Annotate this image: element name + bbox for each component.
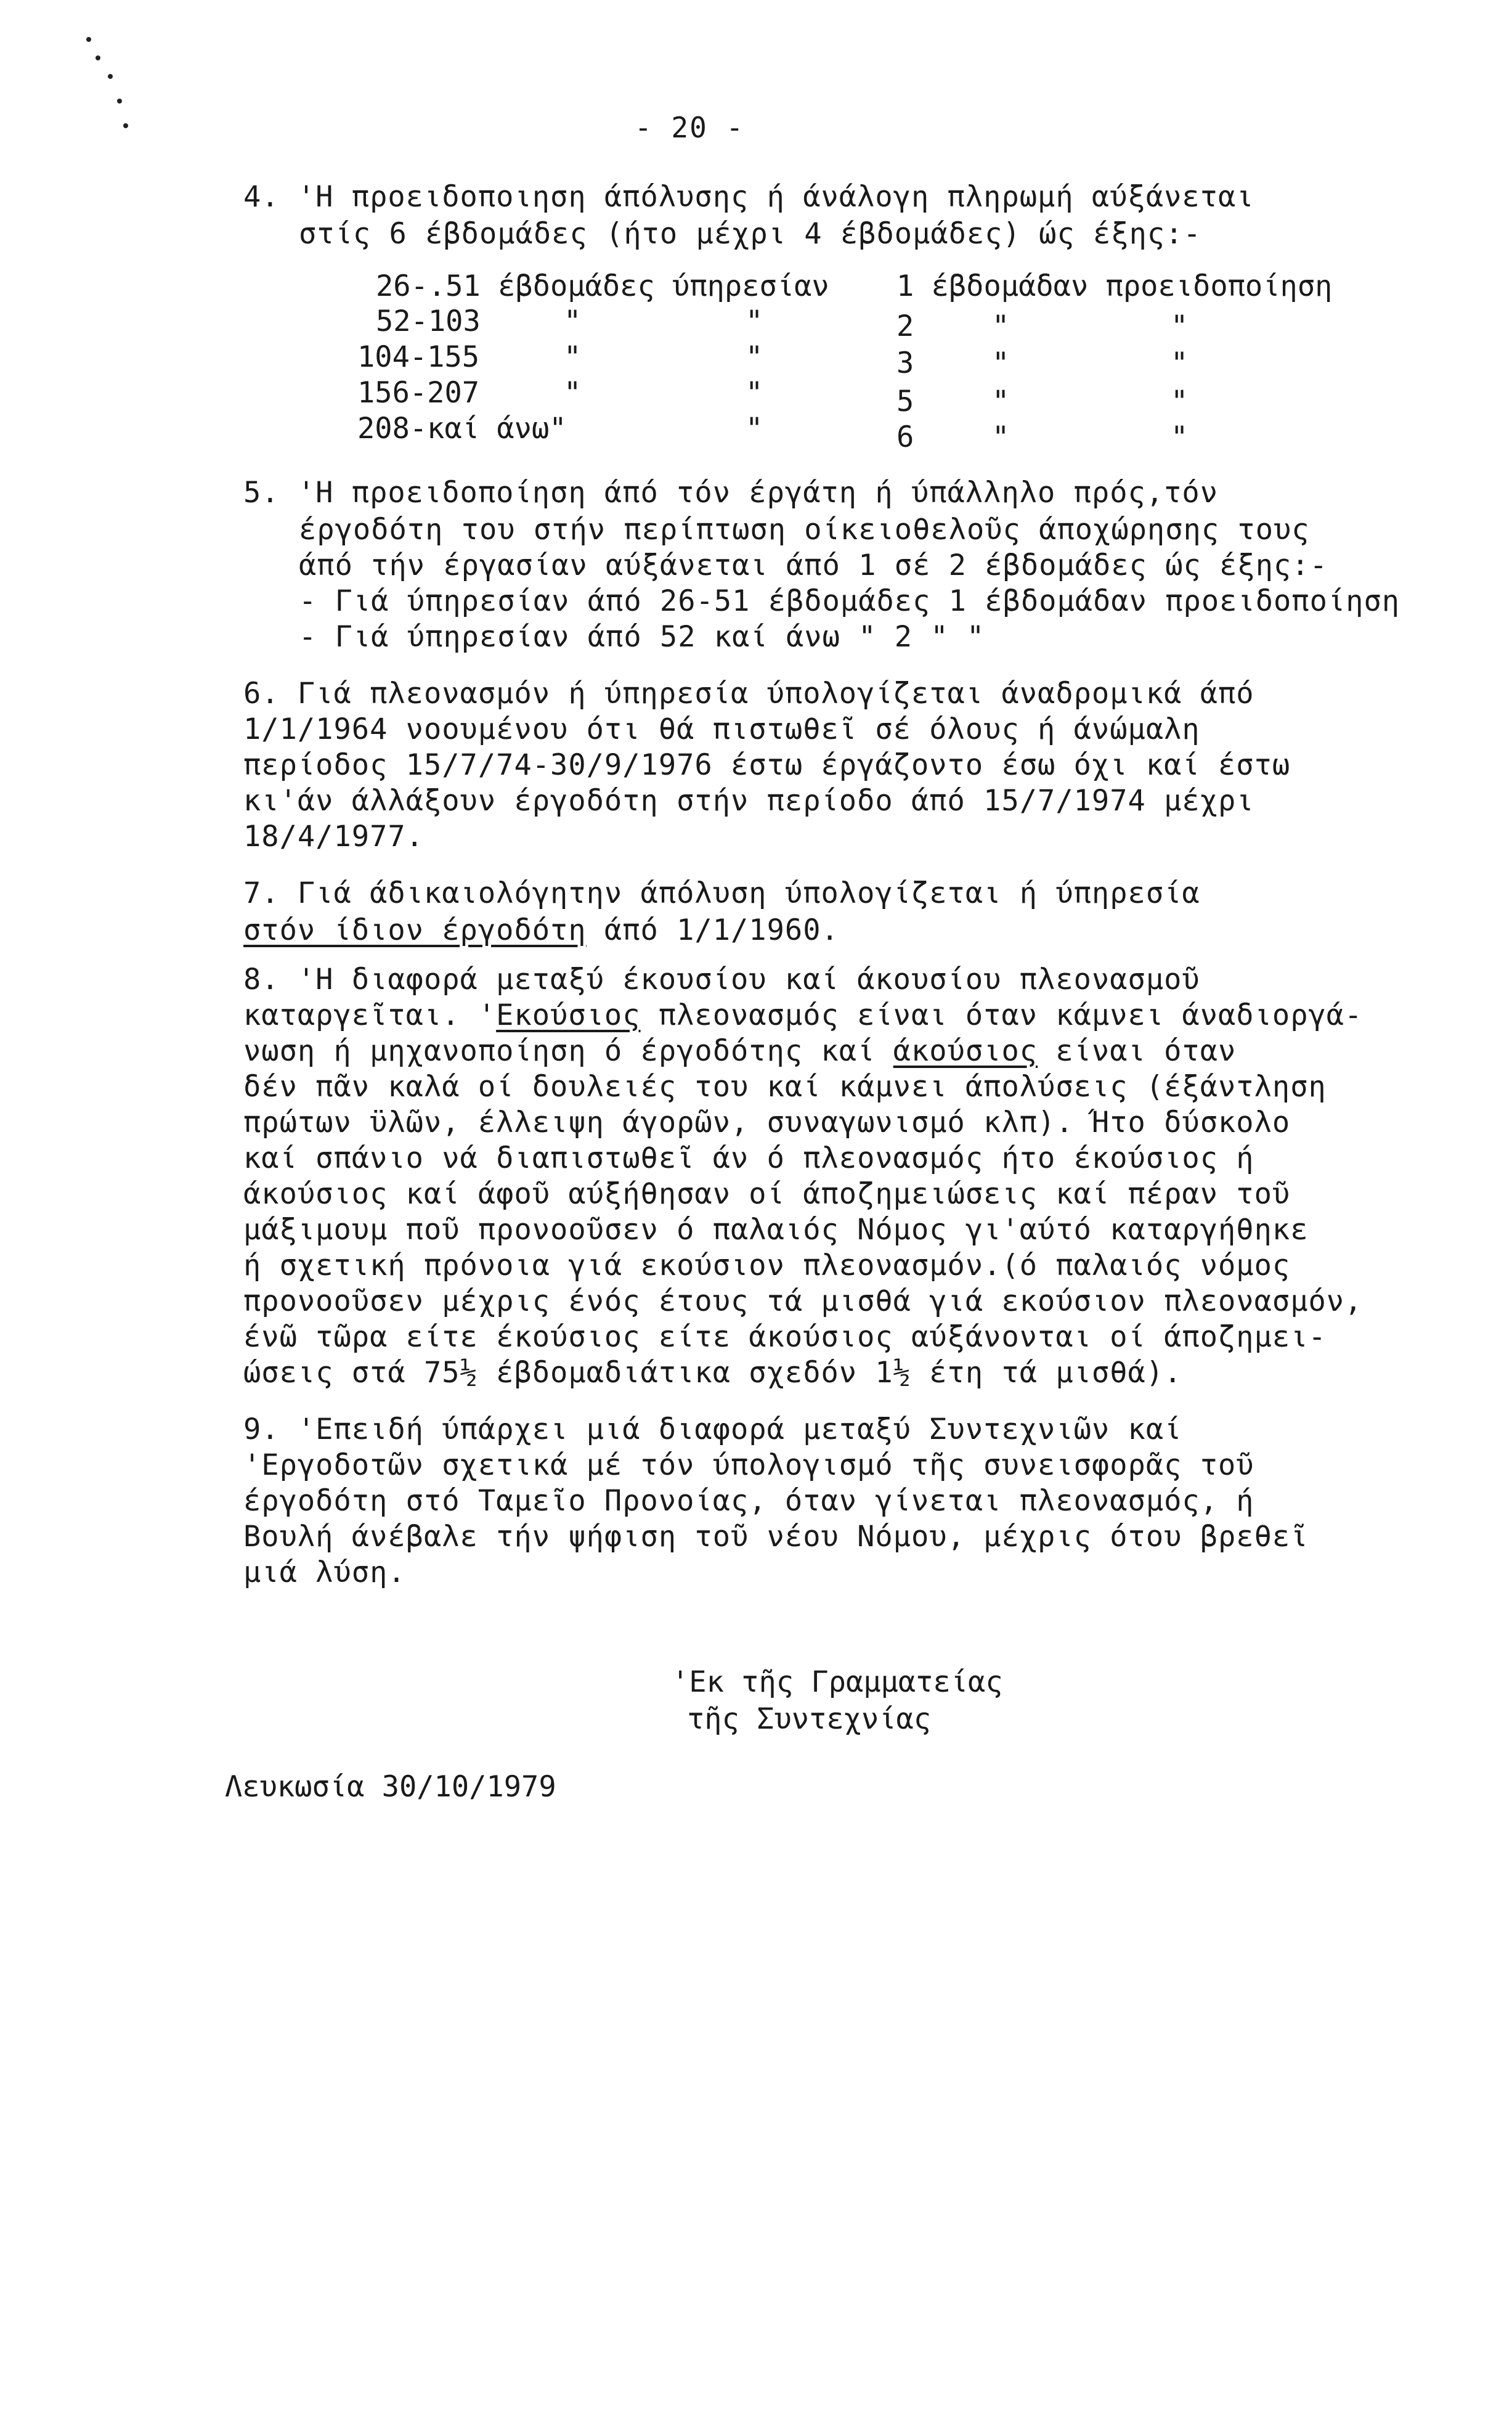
table-row-range: 26-.51 έβδομάδες ύπηρεσίαν — [376, 269, 829, 303]
item8-line3-b: είναι όταν — [1038, 1034, 1237, 1068]
item6-line4: κι'άν άλλάξουν έργοδότη στήν περίοδο άπό 15/7/1974 μέχρι — [243, 784, 1254, 818]
item8-line12: ώσεις στά 75½ έβδομαδιάτικα σχεδόν 1½ έτη τά μισθά). — [243, 1356, 1182, 1390]
table-row-weeks: 5 — [896, 385, 914, 418]
item6-line5: 18/4/1977. — [243, 820, 424, 854]
item8-line2-a: καταργεῖται. ' — [243, 998, 497, 1032]
table-row-ditto: " — [992, 346, 1010, 380]
table-row-weeks: 1 έβδομάδαν προειδοποίηση — [896, 269, 1333, 303]
item9-line2: 'Εργοδοτῶν σχετικά μέ τόν ύπολογισμό τῆς συνεισφορᾶς τοῦ — [243, 1448, 1254, 1482]
table-row-ditto: " — [992, 385, 1010, 418]
item8-line8: μάξιμουμ ποῦ προνοοῦσεν ό παλαιός Νόμος γι'αύτό καταργήθηκε — [243, 1213, 1309, 1247]
item8-line3-a: νωση ή μηχανοποίηση ό έργοδότης καί — [243, 1034, 893, 1068]
table-row-ditto: " — [1171, 346, 1189, 380]
item5-line3: άπό τήν έργασίαν αύξάνεται άπό 1 σέ 2 έβδομάδες ώς έξης:- — [299, 548, 1328, 582]
item7-line2 — [243, 912, 839, 949]
table-row-ditto: " — [746, 340, 763, 374]
table-row-weeks: 6 — [896, 420, 914, 454]
page-number: - 20 - — [635, 111, 745, 144]
item8-line2-underlined: Εκούσιος — [496, 998, 641, 1032]
item9-line4: Βουλή άνέβαλε τήν ψήφιση τοῦ νέου Νόμου, μέχρις ότου βρεθεῖ — [243, 1520, 1309, 1554]
table-row-ditto: " — [992, 309, 1010, 343]
signature-line2: τῆς Συντεχνίας — [687, 1702, 932, 1736]
item8-line9: ή σχετική πρόνοια γιά εκούσιον πλεονασμόν.(ό παλαιός νόμος — [243, 1249, 1291, 1282]
table-row-weeks: 2 — [896, 309, 914, 343]
item7-line1: 7. Γιά άδικαιολόγητην άπόλυση ύπολογίζεται ή ύπηρεσία — [243, 876, 1200, 910]
table-row-ditto: " — [1171, 420, 1189, 454]
item8-line4: δέν πᾶν καλά οί δουλειές του καί κάμνει άπολύσεις (έξάντληση — [243, 1070, 1327, 1104]
table-row-ditto: " — [746, 412, 763, 446]
item5-line1: 5. 'Η προειδοποίηση άπό τόν έργάτη ή ύπάλληλο πρός,τόν — [243, 476, 1219, 510]
item8-line2 — [243, 997, 1362, 1034]
item8-line7: άκούσιος καί άφοῦ αύξήθησαν οί άποζημειώσεις καί πέραν τοῦ — [243, 1177, 1291, 1211]
item8-line6: καί σπάνιο νά διαπιστωθεῖ άν ό πλεονασμός ήτο έκούσιος ή — [243, 1141, 1254, 1175]
item4-line1: 4. 'Η προειδοποιηση άπόλυσης ή άνάλογη πληρωμή αύξάνεται — [243, 180, 1254, 214]
item8-line3-underlined: άκούσιος — [893, 1034, 1038, 1068]
table-row-ditto: " — [564, 376, 582, 410]
item8-line1: 8. 'Η διαφορά μεταξύ έκουσίου καί άκουσίου πλεονασμοῦ — [243, 963, 1200, 997]
item5-line2: έργοδότη του στήν περίπτωση οίκειοθελοῦς άποχώρησης τους — [299, 513, 1310, 547]
table-row-ditto: " — [1171, 309, 1189, 343]
item8-line5: πρώτων ϋλῶν, έλλειψη άγορῶν, συναγωνισμό κλπ). Ήτο δύσκολο — [243, 1106, 1291, 1139]
table-row-ditto: " — [746, 304, 763, 338]
item7-rest: άπό 1/1/1960. — [586, 913, 839, 947]
item9-line5: μιά λύση. — [243, 1555, 406, 1589]
table-row-ditto: " — [746, 376, 763, 410]
item6-line2: 1/1/1964 νοουμένου ότι θά πιστωθεῖ σέ όλους ή άνώμαλη — [243, 712, 1200, 746]
item8-line10: προνοοῦσεν μέχρις ένός έτους τά μισθά γιά εκούσιον πλεονασμόν, — [243, 1284, 1363, 1318]
document-date: Λευκωσία 30/10/1979 — [225, 1770, 556, 1804]
item6-line1: 6. Γιά πλεονασμόν ή ύπηρεσία ύπολογίζεται άναδρομικά άπό — [243, 677, 1254, 711]
table-row-ditto: " — [564, 304, 582, 338]
table-row-ditto: " — [1171, 385, 1189, 418]
item8-line11: ένῶ τῶρα είτε έκούσιος είτε άκούσιος αύξάνονται οί άποζημει- — [243, 1320, 1327, 1354]
item8-line3 — [243, 1033, 1236, 1070]
item6-line3: περίοδος 15/7/74-30/9/1976 έστω έργάζοντο έσω όχι καί έστω — [243, 748, 1291, 782]
item9-line1: 9. 'Επειδή ύπάρχει μιά διαφορά μεταξύ Συντεχνιῶν καί — [243, 1412, 1182, 1446]
item9-line3: έργοδότη στό Ταμεῖο Προνοίας, όταν γίνεται πλεονασμός, ή — [243, 1484, 1254, 1518]
table-row-ditto: " — [564, 340, 582, 374]
item4-line2: στίς 6 έβδομάδες (ήτο μέχρι 4 έβδομάδες) ώς έξης:- — [299, 217, 1201, 251]
item8-line2-b: πλεονασμός είναι όταν κάμνει άναδιοργά- — [640, 998, 1363, 1032]
signature-line1: 'Εκ τῆς Γραμματείας — [672, 1665, 1003, 1699]
table-row-ditto: " — [992, 420, 1010, 454]
table-row-range: 52-103 — [376, 304, 481, 338]
table-row-weeks: 3 — [896, 346, 914, 380]
item5-line4: - Γιά ύπηρεσίαν άπό 26-51 έβδομάδες 1 έβδομάδαν προειδοποίηση — [299, 584, 1400, 618]
table-row-range: 208-καί άνω" — [357, 412, 567, 446]
item7-underlined: στόν ίδιον έργοδότη — [243, 913, 587, 947]
table-row-range: 156-207 — [357, 376, 480, 410]
table-row-range: 104-155 — [357, 340, 480, 374]
item5-line5: - Γιά ύπηρεσίαν άπό 52 καί άνω " 2 " " — [299, 620, 985, 654]
